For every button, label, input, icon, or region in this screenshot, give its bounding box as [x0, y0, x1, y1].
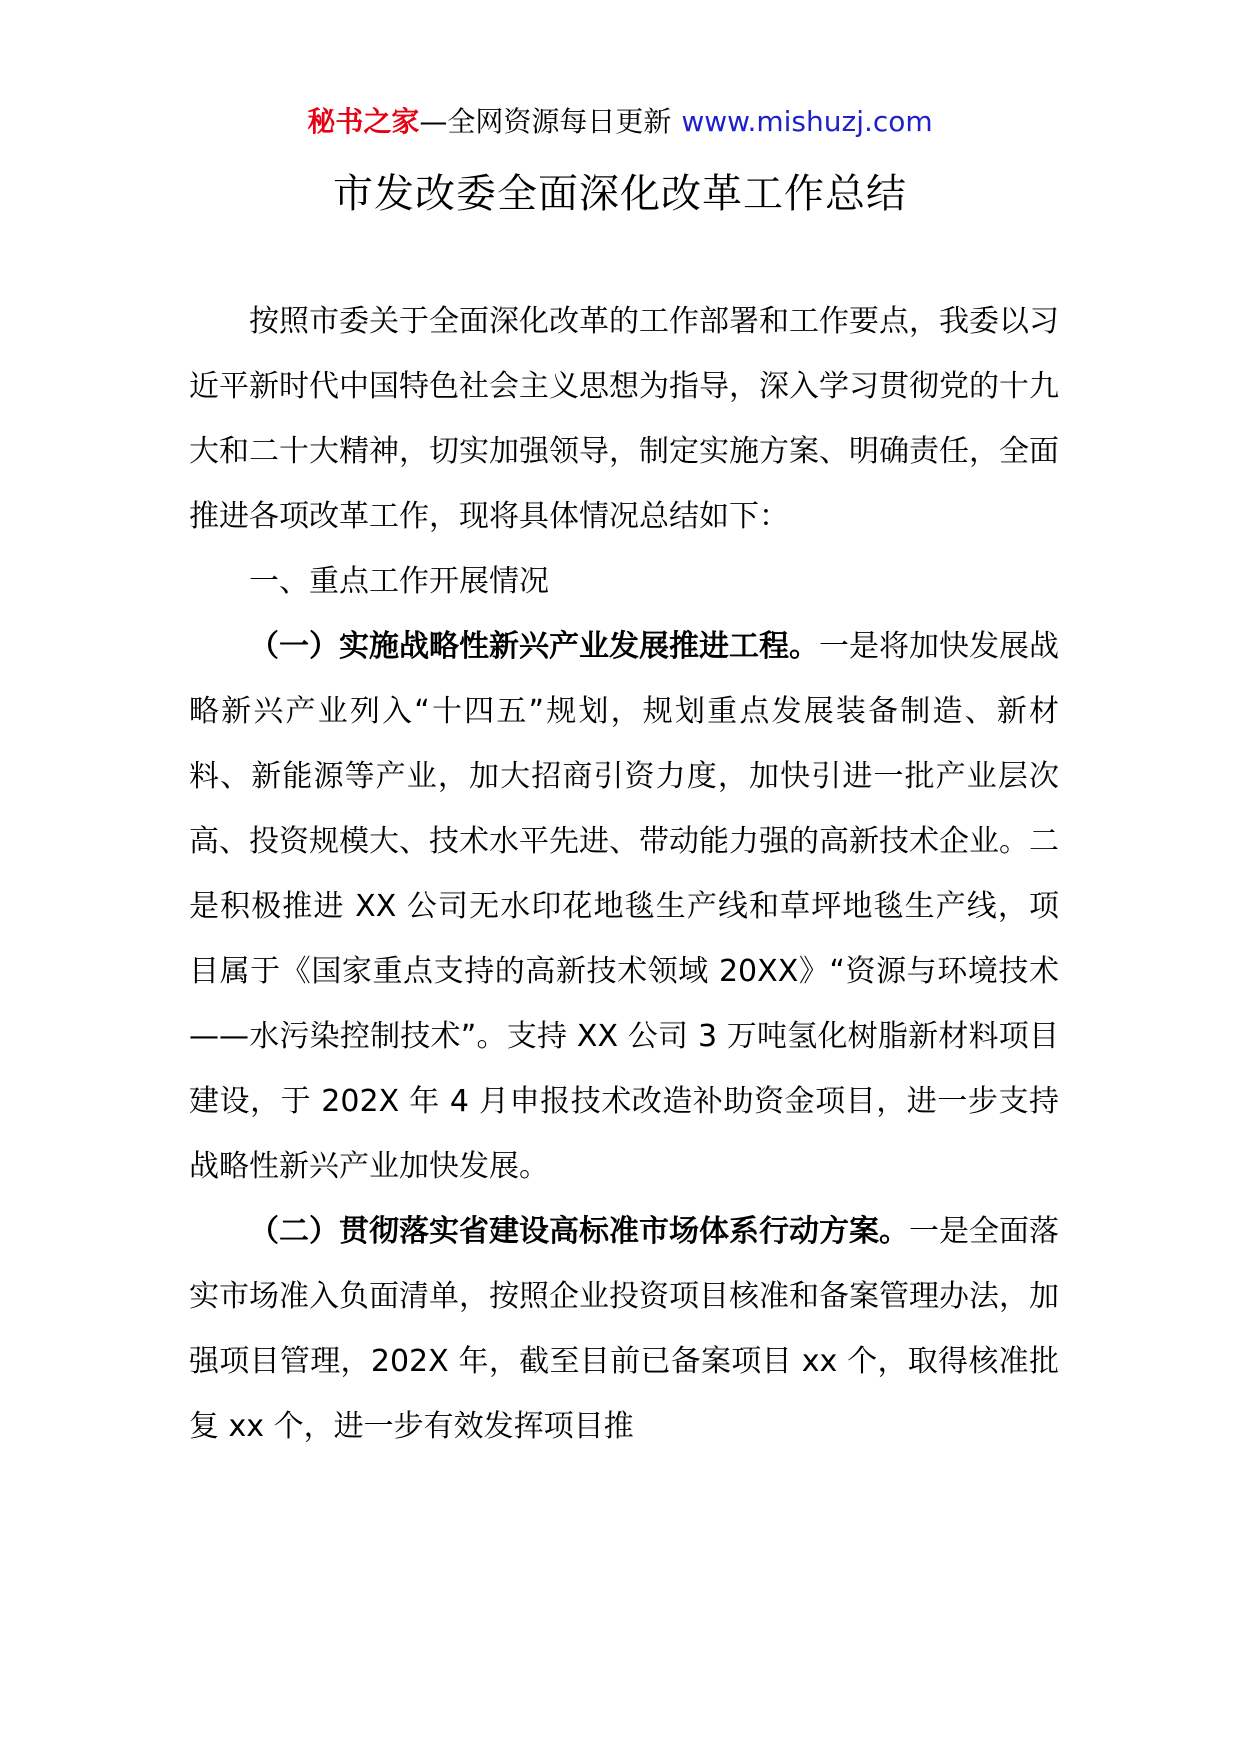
- section-heading: 一、重点工作开展情况: [249, 564, 549, 599]
- brand-name: 秘书之家: [307, 105, 420, 138]
- item-text-1: 一是将加快发展战略新兴产业列入“十四五”规划，规划重点发展装备制造、新材料、新能源等产业，加大招商引资力度，加快引进一批产业层次高、投资规模大、技术水平先进、带动能力强的高新技术企业。二是积极推进 XX 公司无水印花地毯生产线和草坪地毯生产线，项目属于《国家重点支持的高新技术领域 20XX》“资源与环境技术——水污染控制技术”。支持 XX 公司 3 万吨氢化树脂新材料项目建设，于 202X 年 4 月申报技术改造补助资金项目，进一步支持战略性新兴产业加快发展。: [189, 629, 1059, 1184]
- item-paragraph-1: [189, 614, 1059, 1199]
- site-url[interactable]: www.mishuzj.com: [681, 105, 933, 138]
- brand-slogan: —全网资源每日更新: [419, 105, 672, 138]
- site-watermark-header: [0, 100, 1240, 144]
- document-title: 市发改委全面深化改革工作总结: [333, 171, 907, 217]
- item-heading-2: （二）贯彻落实省建设高标准市场体系行动方案。: [249, 1214, 909, 1249]
- item-paragraph-2: [189, 1199, 1059, 1459]
- item-heading-1: （一）实施战略性新兴产业发展推进工程。: [249, 629, 819, 664]
- item-text-2: 一是全面落实市场准入负面清单，按照企业投资项目核准和备案管理办法，加强项目管理，202X 年，截至目前已备案项目 xx 个，取得核准批复 xx 个，进一步有效发挥项目推: [189, 1214, 1059, 1444]
- intro-paragraph: 按照市委关于全面深化改革的工作部署和工作要点，我委以习近平新时代中国特色社会主义思想为指导，深入学习贯彻党的十九大和二十大精神，切实加强领导，制定实施方案、明确责任，全面推进各项改革工作，现将具体情况总结如下：: [189, 304, 1059, 534]
- document-body: [189, 289, 1059, 1459]
